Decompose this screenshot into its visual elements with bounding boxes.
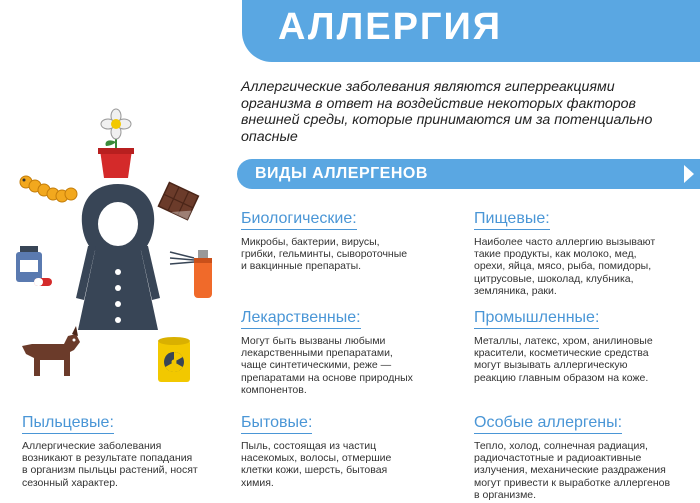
- pills-bottle-icon: [12, 246, 54, 290]
- desc-line: радиочастотные и радиоактивные: [474, 452, 642, 465]
- category-title-special: Особые аллергены:: [474, 414, 622, 434]
- caterpillar-icon: [18, 172, 78, 208]
- category-title-medicinal: Лекарственные:: [241, 309, 361, 329]
- category-title-biological: Биологические:: [241, 210, 357, 230]
- category-title-food: Пищевые:: [474, 210, 550, 230]
- desc-line: такие продукты, как молоко, мед,: [474, 248, 637, 261]
- chocolate-icon: [156, 180, 200, 224]
- section-title: ВИДЫ АЛЛЕРГЕНОВ: [255, 165, 428, 182]
- intro-line: внешней среды, которые принимаются им за потенциально: [241, 112, 653, 128]
- desc-line: могут вызывать аллергическую: [474, 359, 628, 372]
- flower-pot-icon: [94, 108, 138, 180]
- desc-line: Металлы, латекс, хром, анилиновые: [474, 335, 653, 347]
- desc-line: компонентов.: [241, 383, 307, 396]
- category-title-pollen: Пыльцевые:: [22, 414, 114, 434]
- desc-line: орехи, яйца, мясо, рыба, помидоры,: [474, 260, 652, 273]
- category-desc-industrial: [474, 335, 694, 384]
- desc-line: и вакцинные препараты.: [241, 260, 362, 273]
- desc-line: красители, косметические средства: [474, 347, 649, 360]
- category-desc-food: [474, 236, 694, 297]
- category-desc-special: [474, 440, 698, 501]
- desc-line: в организм пыльцы растений, носят: [22, 464, 198, 477]
- desc-line: реакцию главным образом на коже.: [474, 371, 649, 384]
- desc-line: Наиболее часто аллергию вызывают: [474, 236, 656, 248]
- arrow-icon: [684, 165, 694, 183]
- desc-line: излучения, механические раздражения: [474, 464, 666, 477]
- category-desc-medicinal: [241, 335, 451, 396]
- category-desc-biological: [241, 236, 441, 273]
- desc-line: Пыль, состоящая из частиц: [241, 440, 377, 452]
- dog-icon: [20, 326, 82, 380]
- intro-line: организма в ответ на воздействие некоторых факторов: [241, 95, 636, 112]
- desc-line: насекомых, волосы, отмершие: [241, 452, 392, 465]
- category-desc-household: [241, 440, 451, 489]
- desc-line: Аллергические заболевания: [22, 440, 162, 452]
- desc-line: в организме.: [474, 488, 537, 501]
- category-desc-pollen: [22, 440, 232, 489]
- intro-text: [241, 79, 696, 145]
- desc-line: возникают в результате попадания: [22, 452, 193, 465]
- page-title: АЛЛЕРГИЯ: [278, 6, 503, 48]
- radioactive-barrel-icon: [154, 336, 194, 384]
- desc-line: чаще синтетическими, реже —: [241, 359, 392, 372]
- desc-line: цитрусовые, шоколад, клубника,: [474, 272, 634, 285]
- spray-can-icon: [168, 240, 218, 300]
- desc-line: земляника, раки.: [474, 284, 557, 297]
- desc-line: препаратами на основе природных: [241, 371, 413, 384]
- desc-line: сезонный характер.: [22, 476, 118, 489]
- desc-line: клетки кожи, шерсть, бытовая: [241, 464, 388, 477]
- desc-line: Могут быть вызваны любыми: [241, 335, 386, 347]
- desc-line: грибки, гельминты, сывороточные: [241, 248, 408, 261]
- intro-line: опасные: [241, 128, 298, 145]
- desc-line: химия.: [241, 476, 274, 489]
- desc-line: Микробы, бактерии, вирусы,: [241, 236, 380, 248]
- desc-line: лекарственными препаратами,: [241, 347, 393, 360]
- desc-line: Тепло, холод, солнечная радиация,: [474, 440, 648, 452]
- desc-line: могут привести к выработке аллергенов: [474, 476, 671, 489]
- category-title-industrial: Промышленные:: [474, 309, 599, 329]
- category-title-household: Бытовые:: [241, 414, 312, 434]
- intro-line: Аллергические заболевания являются гиперреакциями: [241, 79, 615, 95]
